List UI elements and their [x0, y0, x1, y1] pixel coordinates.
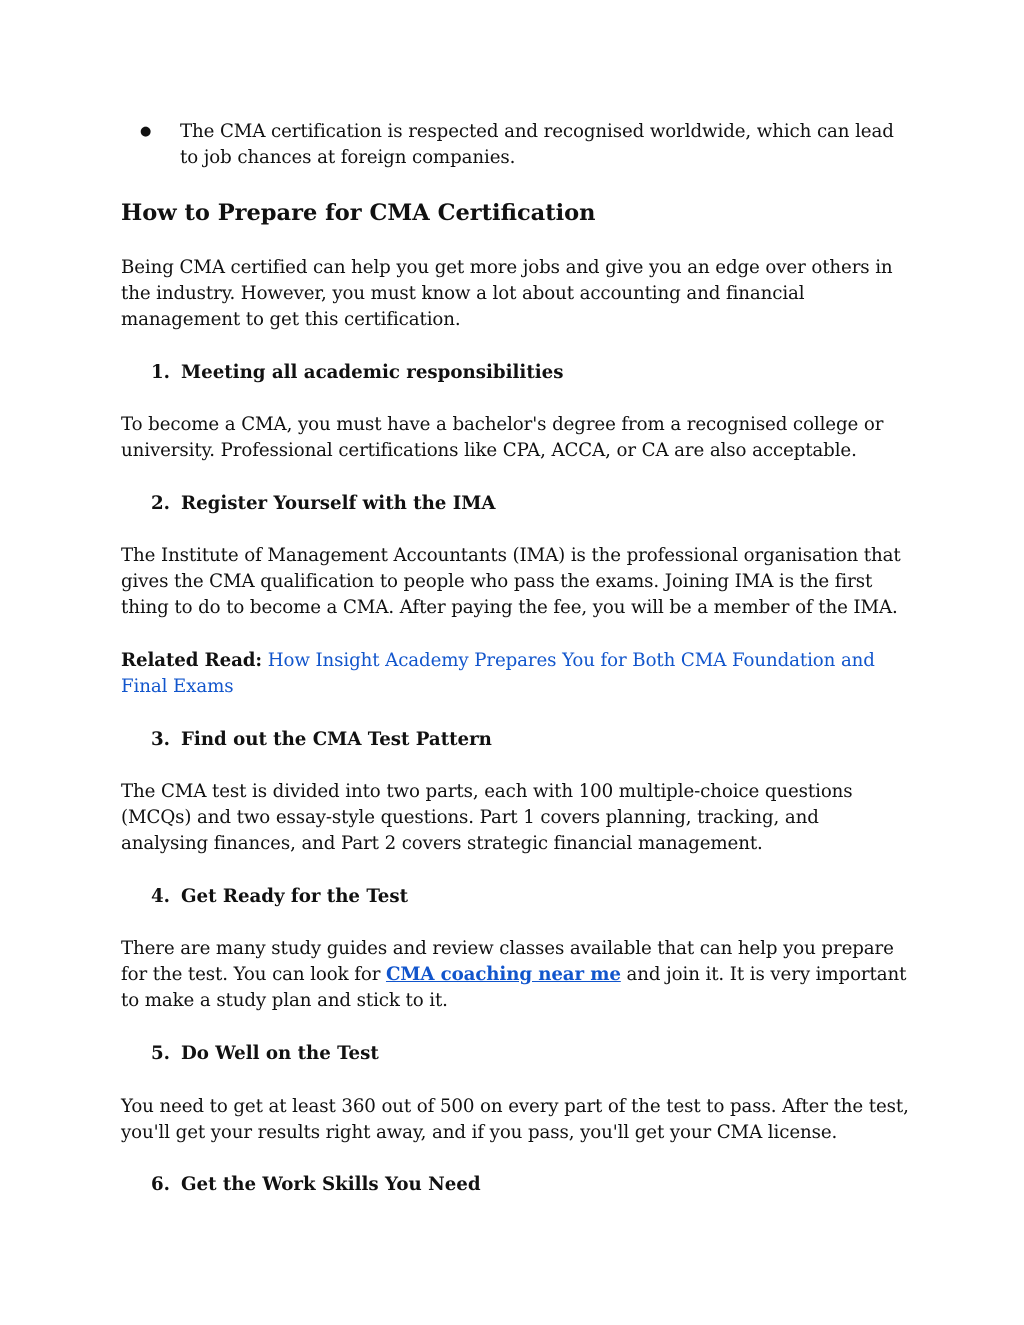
step-heading-1: [151, 360, 563, 386]
step-title: Do Well on the Test: [181, 1043, 379, 1064]
step-5-paragraph: You need to get at least 360 out of 500 on every part of the test to pass. After the test, you'll get your results right away, and if you pass, you'll get your CMA license.: [121, 1096, 909, 1143]
related-read: [121, 648, 911, 700]
step-number: 2.: [151, 493, 170, 514]
section-heading: How to Prepare for CMA Certification: [121, 200, 596, 226]
step-heading-2: [151, 491, 495, 517]
bullet-item-text: The CMA certification is respected and recognised worldwide, which can lead to job chances at foreign companies.: [180, 121, 894, 168]
step-number: 4.: [151, 886, 170, 907]
step-heading-6: [151, 1172, 481, 1198]
bullet-marker: ●: [140, 124, 152, 139]
step-4-text-before: There are many study guides and review classes available that can help you prepare for the test. You can look for: [121, 938, 894, 985]
step-4-paragraph: [121, 936, 911, 1014]
step-2-paragraph: The Institute of Management Accountants (IMA) is the professional organisation that gives the CMA qualification to people who pass the exams. Joining IMA is the first thing to do to become a CMA. After paying the fee, you will be a member of the IMA.: [121, 545, 901, 618]
step-number: 3.: [151, 729, 170, 750]
step-heading-4: [151, 884, 408, 910]
related-read-link[interactable]: How Insight Academy Prepares You for Both CMA Foundation and Final Exams: [121, 650, 875, 697]
step-3-paragraph: The CMA test is divided into two parts, each with 100 multiple-choice questions (MCQs) and two essay-style questions. Part 1 covers planning, tracking, and analysing finances, and Part 2 covers strategic financial management.: [121, 781, 853, 854]
related-read-label: Related Read:: [121, 650, 263, 671]
step-1-paragraph: To become a CMA, you must have a bachelor's degree from a recognised college or university. Professional certifications like CPA, ACCA, or CA are also acceptable.: [121, 414, 884, 461]
cma-coaching-link[interactable]: CMA coaching near me: [385, 964, 621, 985]
step-heading-3: [151, 727, 492, 753]
step-4-text-after: and join it. It is very important to make a study plan and stick to it.: [121, 964, 907, 1011]
step-number: 6.: [151, 1174, 170, 1195]
step-heading-5: [151, 1041, 379, 1067]
step-title: Get Ready for the Test: [181, 886, 408, 907]
step-title: Register Yourself with the IMA: [181, 493, 496, 514]
step-title: Meeting all academic responsibilities: [181, 362, 564, 383]
step-number: 5.: [151, 1043, 170, 1064]
step-title: Find out the CMA Test Pattern: [181, 729, 492, 750]
intro-paragraph: Being CMA certified can help you get more jobs and give you an edge over others in the industry. However, you must know a lot about accounting and financial management to get this certification.: [121, 257, 893, 330]
step-title: Get the Work Skills You Need: [181, 1174, 481, 1195]
step-number: 1.: [151, 362, 170, 383]
